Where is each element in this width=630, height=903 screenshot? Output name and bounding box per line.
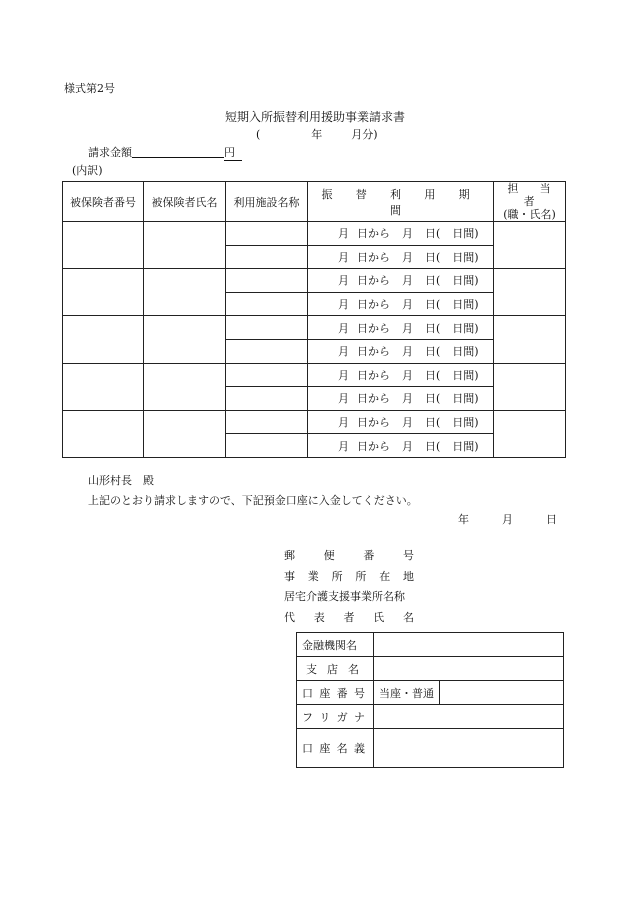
period-day-paren: 日(: [425, 416, 441, 430]
period-month2: 月: [402, 298, 413, 312]
period-day-paren: 日(: [425, 345, 441, 359]
period-month2: 月: [402, 274, 413, 288]
account-number-label-char: 番: [336, 686, 348, 700]
addressee: 山形村長 殿: [88, 474, 154, 487]
amount-label: 請求金額: [88, 146, 132, 159]
period-day-from: 日から: [357, 392, 390, 406]
postal-code-label: [284, 546, 414, 567]
branch-label-char: 支: [306, 662, 317, 676]
period-cell[interactable]: [308, 339, 494, 363]
postal-label-char: 便: [323, 549, 335, 562]
postal-label-char: 郵: [284, 549, 295, 562]
staff-cell[interactable]: [494, 410, 566, 457]
period-month1: 月: [338, 321, 349, 335]
insured-name-cell[interactable]: [144, 316, 226, 363]
form-number: 様式第2号: [64, 82, 115, 95]
period-cell[interactable]: [308, 387, 494, 411]
date-line: [458, 511, 557, 527]
address-label-char: 在: [379, 569, 391, 583]
amount-unit: 円: [224, 144, 242, 161]
facility-cell[interactable]: [226, 410, 308, 434]
holder-label-char: 義: [353, 742, 365, 755]
period-month2: 月: [402, 392, 413, 406]
address-label-char: 事: [284, 569, 295, 583]
table-row: [63, 410, 566, 434]
insured-name-cell[interactable]: [144, 222, 226, 269]
insured-number-cell[interactable]: [63, 269, 144, 316]
bank-row-account-number: [297, 681, 564, 705]
date-month-label: 月: [502, 513, 513, 526]
period-days: 日間): [452, 345, 479, 359]
period-year-label: 年: [311, 128, 323, 141]
branch-label-char: 店: [327, 662, 338, 676]
staff-cell[interactable]: [494, 363, 566, 410]
period-month1: 月: [338, 227, 349, 241]
period-days: 日間): [452, 298, 479, 312]
facility-cell[interactable]: [226, 363, 308, 387]
table-header-row: [63, 182, 566, 222]
date-day-label: 日: [546, 513, 557, 526]
holder-label-char: 口: [302, 742, 313, 755]
period-month2: 月: [402, 250, 413, 264]
header-staff-line1: 担 当 者: [507, 182, 560, 208]
staff-cell[interactable]: [494, 222, 566, 269]
period-month2: 月: [402, 227, 413, 241]
period-day-from: 日から: [357, 274, 390, 288]
bank-row-institution: [297, 633, 564, 657]
period-day-from: 日から: [357, 416, 390, 430]
amount-field[interactable]: [132, 145, 224, 158]
table-row: [63, 316, 566, 340]
period-month2: 月: [402, 345, 413, 359]
period-days: 日間): [452, 250, 479, 264]
representative-label-char: 名: [403, 610, 414, 624]
bank-account-type[interactable]: 当座・普通: [374, 681, 440, 705]
bank-row-branch: [297, 657, 564, 681]
period-days: 日間): [452, 321, 479, 335]
representative-label-char: 表: [313, 610, 325, 624]
period-cell[interactable]: [308, 269, 494, 293]
representative-label: [284, 608, 414, 629]
period-day-from: 日から: [357, 321, 390, 335]
period-month1: 月: [338, 439, 349, 453]
address-label-char: 所: [355, 569, 367, 583]
insured-number-cell[interactable]: [63, 316, 144, 363]
table-row: [63, 222, 566, 246]
postal-label-char: 番: [363, 549, 375, 562]
payment-notice: 上記のとおり請求しますので、下記預金口座に入金してください。: [88, 494, 418, 507]
period-days: 日間): [452, 227, 479, 241]
period-cell[interactable]: [308, 410, 494, 434]
furigana-label-char: リ: [319, 710, 331, 724]
furigana-label-char: フ: [302, 710, 313, 724]
account-number-label-char: 座: [319, 686, 331, 700]
account-number-label-char: 号: [353, 686, 365, 700]
header-insured-name: 被保険者氏名: [144, 182, 226, 222]
header-period-label: 振 替 利 用 期 間: [321, 187, 480, 217]
period-month1: 月: [338, 416, 349, 430]
office-name-label: [284, 587, 414, 608]
date-year-label: 年: [458, 513, 469, 526]
period-month1: 月: [338, 392, 349, 406]
period-cell[interactable]: [308, 434, 494, 458]
period-month1: 月: [338, 368, 349, 382]
period-day-from: 日から: [357, 250, 390, 264]
office-name-text: 居宅介護支援事業所名称: [284, 590, 405, 603]
period-day-from: 日から: [357, 298, 390, 312]
period-day-from: 日から: [357, 439, 390, 453]
address-label-char: 地: [402, 569, 414, 583]
period-month-label: 月分): [351, 128, 378, 141]
document-title: 短期入所振替利用援助事業請求書: [224, 110, 405, 124]
period-cell[interactable]: [308, 245, 494, 269]
holder-label-char: 名: [336, 742, 348, 755]
period-days: 日間): [452, 416, 479, 430]
postal-label-char: 号: [402, 549, 414, 562]
period-month2: 月: [402, 439, 413, 453]
facility-cell[interactable]: [226, 316, 308, 340]
branch-label-char: 名: [348, 662, 359, 676]
period-month1: 月: [338, 345, 349, 359]
representative-label-char: 代: [284, 610, 295, 624]
period-day-from: 日から: [357, 227, 390, 241]
table-body: [63, 222, 566, 458]
facility-cell[interactable]: [226, 387, 308, 411]
period-day-from: 日から: [357, 345, 390, 359]
period-open-paren: (: [256, 128, 261, 141]
header-period: [308, 182, 494, 222]
period-cell[interactable]: [308, 292, 494, 316]
period-day-paren: 日(: [425, 321, 441, 335]
period-cell[interactable]: [308, 316, 494, 340]
bank-branch-label: [297, 657, 374, 681]
bank-account-table: [296, 632, 564, 768]
bank-institution-label: 金融機関名: [297, 633, 374, 657]
facility-cell[interactable]: [226, 222, 308, 246]
period-days: 日間): [452, 368, 479, 382]
period-month1: 月: [338, 250, 349, 264]
facility-cell[interactable]: [226, 339, 308, 363]
header-staff: [494, 182, 566, 222]
period-days: 日間): [452, 392, 479, 406]
period-day-paren: 日(: [425, 439, 441, 453]
period-cell[interactable]: [308, 222, 494, 246]
period-days: 日間): [452, 274, 479, 288]
bank-branch-field[interactable]: [374, 657, 564, 681]
period-day-paren: 日(: [425, 298, 441, 312]
furigana-label-char: ナ: [353, 710, 365, 724]
address-label-char: 所: [331, 569, 343, 583]
period-day-paren: 日(: [425, 250, 441, 264]
facility-cell[interactable]: [226, 434, 308, 458]
facility-cell[interactable]: [226, 269, 308, 293]
bank-furigana-field[interactable]: [374, 705, 564, 729]
period-cell[interactable]: [308, 363, 494, 387]
facility-cell[interactable]: [226, 245, 308, 269]
breakdown-table: [62, 181, 566, 458]
period-day-paren: 日(: [425, 227, 441, 241]
insured-name-cell[interactable]: [144, 363, 226, 410]
office-address-label: [284, 567, 414, 588]
furigana-label-char: ガ: [336, 710, 348, 724]
period-month2: 月: [402, 416, 413, 430]
bank-institution-field[interactable]: [374, 633, 564, 657]
period-month1: 月: [338, 298, 349, 312]
bank-furigana-label: [297, 705, 374, 729]
applicant-block: [284, 546, 414, 628]
representative-label-char: 者: [343, 610, 355, 624]
billing-period: [256, 126, 378, 142]
insured-number-cell[interactable]: [63, 410, 144, 457]
bank-account-number-label: [297, 681, 374, 705]
bank-holder-field[interactable]: [374, 729, 564, 768]
staff-cell[interactable]: [494, 269, 566, 316]
insured-number-cell[interactable]: [63, 222, 144, 269]
staff-cell[interactable]: [494, 316, 566, 363]
period-day-paren: 日(: [425, 274, 441, 288]
holder-label-char: 座: [319, 742, 331, 755]
breakdown-label: (内訳): [72, 164, 103, 177]
header-facility: 利用施設名称: [226, 182, 308, 222]
bank-account-number-field[interactable]: [440, 681, 564, 705]
table-row: [63, 363, 566, 387]
insured-name-cell[interactable]: [144, 269, 226, 316]
period-month2: 月: [402, 321, 413, 335]
representative-label-char: 氏: [373, 610, 385, 624]
header-insured-number: 被保険者番号: [63, 182, 144, 222]
facility-cell[interactable]: [226, 292, 308, 316]
bank-holder-label: [297, 729, 374, 768]
bank-row-furigana: [297, 705, 564, 729]
period-days: 日間): [452, 439, 479, 453]
period-month1: 月: [338, 274, 349, 288]
billing-amount: [88, 144, 242, 161]
address-label-char: 業: [307, 569, 319, 583]
period-day-paren: 日(: [425, 392, 441, 406]
insured-name-cell[interactable]: [144, 410, 226, 457]
account-number-label-char: 口: [302, 686, 313, 700]
period-day-paren: 日(: [425, 368, 441, 382]
insured-number-cell[interactable]: [63, 363, 144, 410]
header-staff-line2: (職・氏名): [503, 208, 556, 221]
table-row: [63, 269, 566, 293]
period-month2: 月: [402, 368, 413, 382]
period-day-from: 日から: [357, 368, 390, 382]
bank-row-holder: [297, 729, 564, 768]
